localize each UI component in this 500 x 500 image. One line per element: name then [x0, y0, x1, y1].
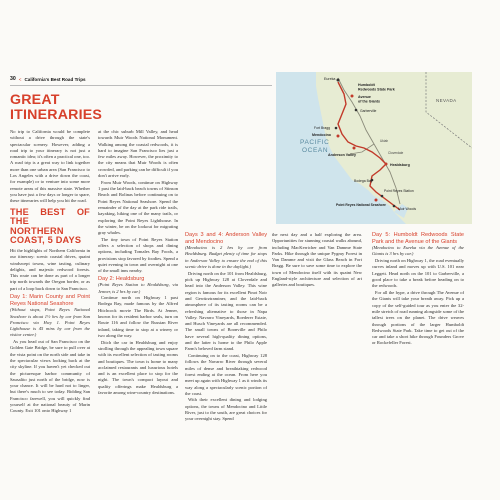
- section-heading-line-1: THE BEST OF THE: [10, 206, 90, 227]
- avenue-label-1: Avenue: [358, 95, 371, 99]
- day-1-paragraph: As you head out of San Francisco on the Golden Gate Bridge, be sure to pull over at the vista point on the north side and take in the spectacular views looking back at the city skyline. If you haven't yet checked out the picturesque harbor community of Sausalito just north of the bridge, now is your chance. It will be hard not to linger, but there's much to see today. Bidding San Francisco farewell, you will quickly find yourself at the national beauty of Marin County. Exit 101 onto Highway 1: [10, 339, 90, 414]
- eureka-marker: [337, 79, 340, 82]
- section-heading-line-2: NORTHERN: [10, 225, 64, 236]
- ukiah-label: Ukiah: [380, 139, 389, 143]
- mendocino-marker: [337, 135, 340, 138]
- garberville-label: Garberville: [360, 109, 377, 113]
- muir-woods-marker: [393, 205, 396, 208]
- garberville-marker: [355, 109, 358, 112]
- route-map: [276, 72, 472, 224]
- page-title-line-2: ITINERARIES: [10, 107, 103, 123]
- fort-bragg-label: Fort Bragg: [314, 126, 331, 130]
- page-title: [10, 93, 130, 123]
- text-column-2: [98, 129, 178, 397]
- section-intro-paragraph: Hit the highlights of Northern California in our itinerary: scenic coastal drives, quaint windswept towns, wine tasting, culinary delights, and majestic redwood forests. This route can be done as part of a longer trip north towards the Oregon border, or as part of a loop back down to San Francisco.: [10, 247, 90, 291]
- anderson-label: Anderson Valley: [328, 153, 356, 157]
- healdsburg-marker: [385, 163, 388, 166]
- chevron-left-icon: <: [18, 76, 22, 82]
- text-column-4: [272, 232, 362, 289]
- day-1-heading: Day 1: Marin County and Point Reyes National Seashore: [10, 294, 90, 307]
- point-reyes-station-label: Point Reyes Station: [384, 189, 414, 193]
- avenue-label-2: of the Giants: [358, 99, 380, 104]
- day-2-heading: Day 2: Healdsburg: [98, 275, 145, 282]
- page-number: 30: [10, 76, 16, 82]
- intro-paragraph: No trip to California would be complete without a drive through the state's spectacular scenery. However, adding a road trip to your itinerary is not just a romantic idea; it's often a practical one, too. A road trip is a great way to link together more than one urban area (San Francisco to Los Angeles with a drive down the coast, for example) or to venture into some more remote areas of this massive state. Whether you have just a few days or longer to spare, these itineraries will help you hit the road.: [10, 129, 90, 204]
- cloverdale-label: Cloverdale: [388, 151, 404, 155]
- col3-paragraph-2: Continuing on to the coast, Highway 128 follows the Navarro River through several miles of dense and breathtaking redwood forest ending at the ocean. From here you meet up again with Highway 1 as it winds its way along a spectacularly scenic portion of the coast.: [185, 353, 267, 396]
- ocean-label-line-1: PACIFIC: [300, 139, 330, 146]
- humboldt-marker: [351, 95, 354, 98]
- text-column-1: [10, 129, 90, 415]
- point-reyes-ns-label: Point Reyes National Seashore: [336, 203, 386, 207]
- header-divider: [10, 85, 272, 86]
- eureka-label: Eureka: [324, 77, 336, 81]
- days-3-4-drive-note: (Mendocino is 2 hrs by car from Healdsburg. Budget plenty of time for stops in Anderson Valley to ensure the end of this scenic drive is done in the daylight.): [185, 245, 267, 270]
- point-reyes-ns-marker: [375, 199, 378, 202]
- col2-paragraph-5: Ditch the car in Healdsburg and enjoy strolling through the appealing town square with its excellent selection of tasting rooms and boutiques. The town is home to many acclaimed restaurants and luxurious hotels and is an excellent place to stop for the night. The town's compact layout and quality offerings make Healdsburg a favorite among wine-country destinations.: [98, 339, 178, 396]
- col4-paragraph-1: the next day and a half exploring the area. Opportunities for stunning coastal walks abound, including MacKerricher and Van Damme State Parks. Hike through the unique Pygmy Forest in Van Damme and visit the Glass Beach in Fort Bragg. Be sure to save some time to explore the town of Mendocino itself with its quaint New England-style architecture and selection of art galleries and boutiques.: [272, 232, 362, 288]
- running-header: [10, 73, 272, 85]
- day-5-heading: Day 5: Humboldt Redwoods State Park and the Avenue of the Giants: [372, 232, 464, 245]
- col2-paragraph-4: Continue north on Highway 1 past Bodega Bay, made famous by the Alfred Hitchcock movie The Birds. At Jenner, known for its resident harbor seals, turn on Route 116 and follow the Russian River inland, taking time to stop at a winery or two along the way.: [98, 295, 178, 338]
- healdsburg-label: Healdsburg: [390, 163, 410, 167]
- col5-paragraph-1: Driving north on Highway 1, the road eventually curves inland and moves up with U.S. 101 near Leggett. Head north on the 101 to Garberville, a good place to take a break before heading on to the redwoods.: [372, 258, 464, 289]
- day-5-drive-note: (Mendocino to Eureka via the Avenue of the Giants is 3 hrs by car.): [372, 245, 464, 257]
- col2-paragraph-1: at the chic suburb Mill Valley, and head towards Muir Woods National Monument. Walking among the coastal redwoods, it is hard to imagine San Francisco lies just a few miles away. However, the proximity to the city means that Muir Woods is often crowded, and parking can be difficult if you don't arrive early.: [98, 129, 178, 179]
- day-2-drive-note: (Point Reyes Station to Healdsburg, via Jenner, is 2 hrs by car.): [98, 282, 178, 294]
- redwoods-label: Redwoods State Park: [358, 87, 395, 92]
- page-title-line-1: GREAT: [10, 92, 60, 108]
- running-title: California's Best Road Trips: [24, 76, 86, 82]
- text-column-3: [185, 232, 267, 423]
- col5-paragraph-2: For all the hype, a drive through The Avenue of the Giants will take your breath away. Pick up a copy of the self-guided tour as you enter the 32-mile stretch of road running alongside some of the tallest trees on the planet. The drive weaves through portions of the larger Humboldt Redwoods State Park. Take time to get out of the car and take a short hike through Founders Grove or Rockefeller Forest.: [372, 290, 464, 346]
- section-heading: [10, 208, 90, 246]
- ocean-label-line-2: OCEAN: [302, 147, 329, 154]
- section-heading-line-3: COAST, 5 DAYS: [10, 235, 82, 246]
- bodega-label: Bodega Bay: [354, 179, 373, 183]
- humboldt-label: Humboldt: [358, 83, 375, 87]
- day-1-drive-note: (Without stops, Point Reyes National Seashore is about 1½ hrs by car from San Francisco via Hwy 1. Point Reyes Lighthouse is 45 mins by car from the visitor center.): [10, 307, 90, 338]
- mendocino-label: Mendocino: [312, 133, 331, 137]
- col3-paragraph-1: Driving north on the 101 from Healdsburg, pick up Highway 128 at Cloverdale and head into the Anderson Valley. This wine region is famous for its excellent Pinot Noir and Gewürztraminer, and the laid-back atmosphere of its tasting rooms can be a refreshing alternative to those in Napa Valley. Navarro Vineyards, Roederer Estate, and Husch Vineyards are all recommended. The small towns of Boonville and Philo have several high-quality dining options, and the latter is home to the Philo Apple Farm's beloved farm stand.: [185, 270, 267, 352]
- col2-paragraph-2: From Muir Woods, continue on Highway 1 past the laid-back beach towns of Stinson Beach and Bolinas before continuing on to Point Reyes National Seashore. Spend the remainder of the day at the park ride trails, kayaking, hiking one of the many trails, or exploring the Point Reyes Lighthouse. In the winter, be on the lookout for migrating gray whales.: [98, 179, 178, 236]
- col3-paragraph-3: With their excellent dining and lodging options, the towns of Mendocino and Little River, just to the south, are great choices for your overnight stay. Spend: [185, 397, 267, 422]
- fort-bragg-marker: [335, 127, 338, 130]
- text-column-5: [372, 232, 464, 347]
- anderson-marker: [353, 147, 356, 150]
- col2-paragraph-3: The tiny town of Point Reyes Station offers a selection of shops and dining options, including Tomales Bay Foods, a provisions stop favored by foodies. Spend a quiet evening in town and overnight at one of the small inns nearby.: [98, 236, 178, 274]
- point-reyes-station-marker: [381, 195, 384, 198]
- nevada-label: NEVADA: [436, 98, 457, 103]
- days-3-4-heading: Days 3 and 4: Anderson Valley and Mendocino: [185, 232, 267, 245]
- muir-woods-label: Muir Woods: [398, 207, 417, 211]
